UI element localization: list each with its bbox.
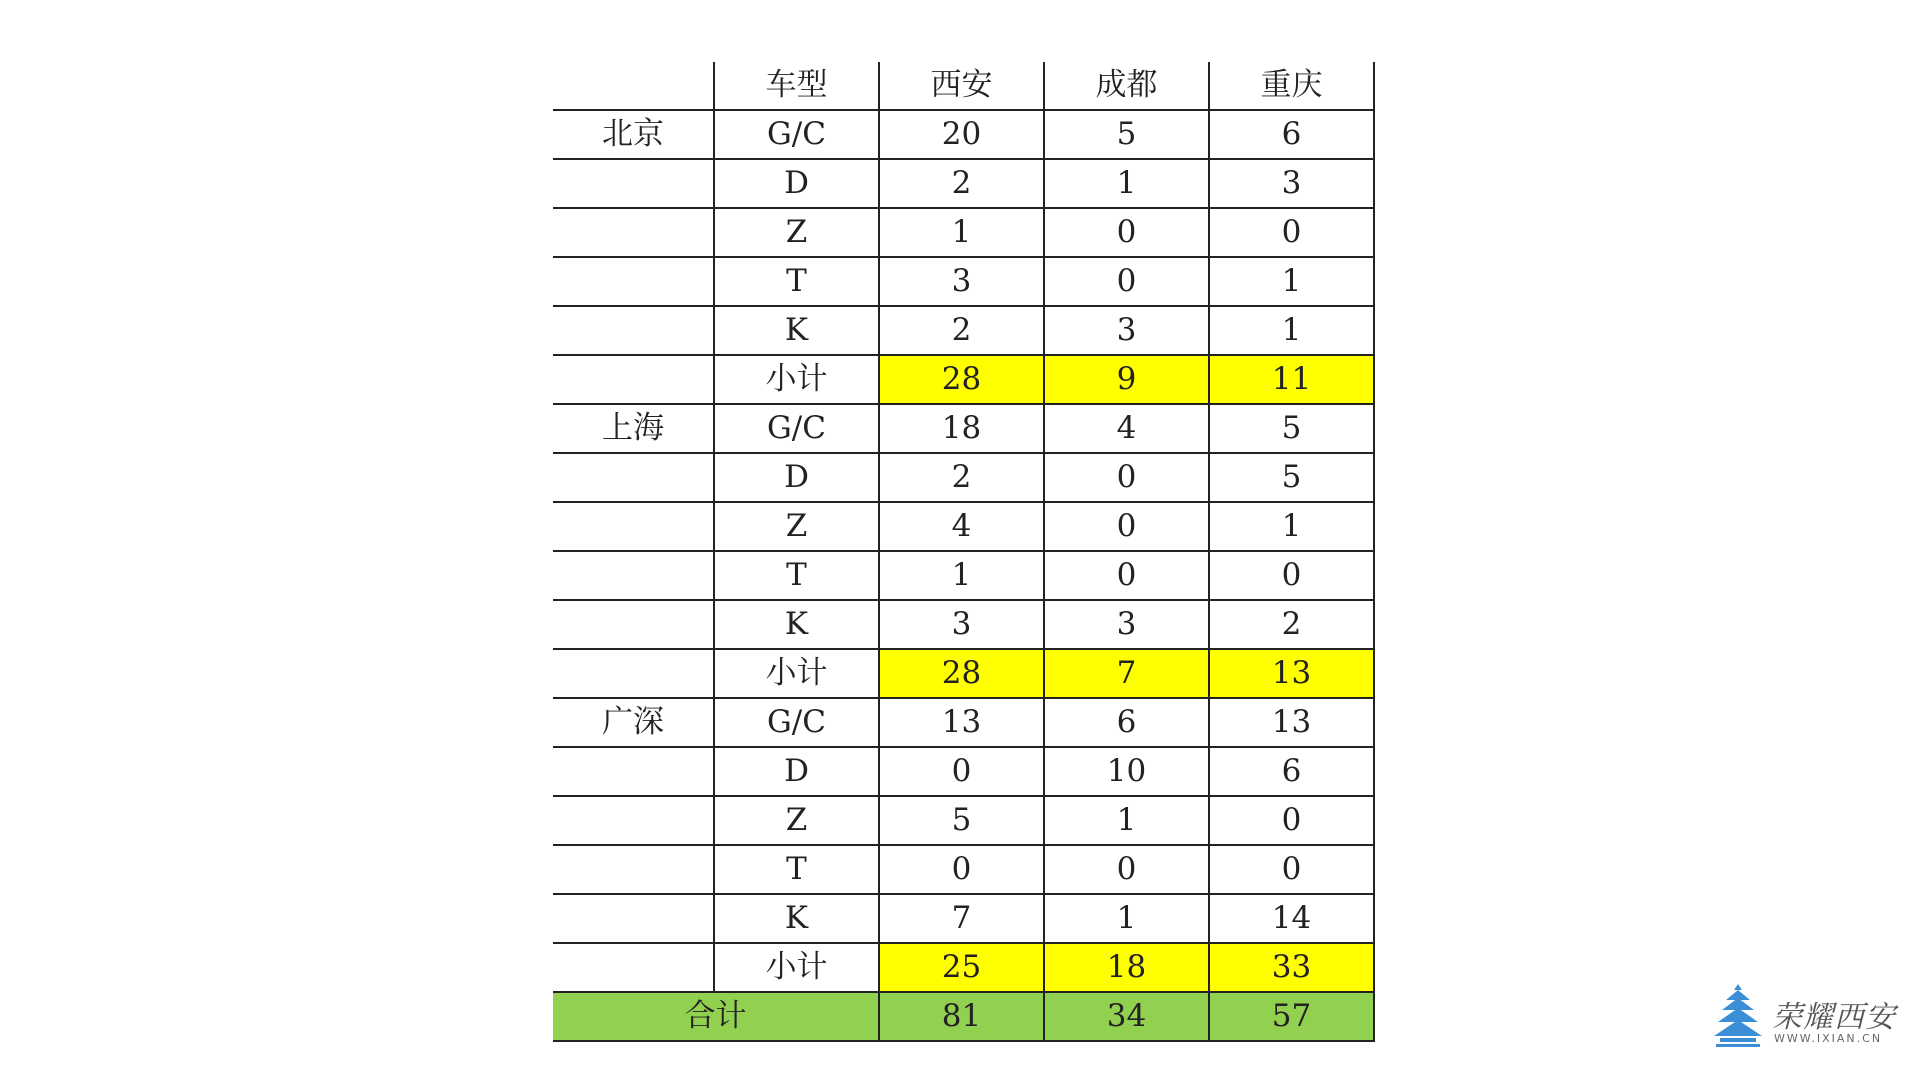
value-cell-xian: 5 [879, 796, 1044, 845]
region-cell [553, 355, 714, 404]
train-type-cell: K [714, 894, 879, 943]
value-cell-xian: 2 [879, 159, 1044, 208]
value-cell-chongqing: 1 [1209, 502, 1374, 551]
train-type-cell: T [714, 845, 879, 894]
value-cell-chongqing: 0 [1209, 845, 1374, 894]
region-cell [553, 649, 714, 698]
train-type-cell: Z [714, 796, 879, 845]
value-cell-chongqing: 1 [1209, 306, 1374, 355]
subtotal-value-xian: 28 [879, 649, 1044, 698]
subtotal-value-chengdu: 7 [1044, 649, 1209, 698]
value-cell-chengdu: 0 [1044, 502, 1209, 551]
table-row [553, 845, 1374, 894]
subtotal-row [553, 355, 1374, 404]
value-cell-chengdu: 3 [1044, 600, 1209, 649]
table-row [553, 306, 1374, 355]
value-cell-chongqing: 14 [1209, 894, 1374, 943]
table-row [553, 551, 1374, 600]
total-value-xian: 81 [879, 992, 1044, 1041]
table-row [553, 453, 1374, 502]
header-row [553, 62, 1374, 110]
subtotal-value-chongqing: 33 [1209, 943, 1374, 992]
table-row [553, 502, 1374, 551]
value-cell-xian: 0 [879, 845, 1044, 894]
value-cell-xian: 1 [879, 208, 1044, 257]
value-cell-chongqing: 3 [1209, 159, 1374, 208]
subtotal-value-xian: 28 [879, 355, 1044, 404]
region-cell [553, 159, 714, 208]
traffic-table-container [553, 62, 1375, 1042]
subtotal-label-cell: 小计 [714, 943, 879, 992]
logo-name: 荣耀西安 [1772, 1000, 1896, 1035]
value-cell-chengdu: 0 [1044, 845, 1209, 894]
value-cell-chengdu: 0 [1044, 551, 1209, 600]
table-row [553, 747, 1374, 796]
region-cell: 北京 [553, 110, 714, 159]
train-type-cell: K [714, 306, 879, 355]
train-type-cell: G/C [714, 110, 879, 159]
value-cell-chongqing: 0 [1209, 551, 1374, 600]
value-cell-chongqing: 6 [1209, 747, 1374, 796]
value-cell-chengdu: 0 [1044, 208, 1209, 257]
train-type-cell: G/C [714, 404, 879, 453]
value-cell-chongqing: 13 [1209, 698, 1374, 747]
table-row [553, 894, 1374, 943]
region-cell [553, 306, 714, 355]
train-type-cell: T [714, 551, 879, 600]
header-region-cell [553, 62, 714, 110]
region-cell [553, 894, 714, 943]
value-cell-chengdu: 5 [1044, 110, 1209, 159]
value-cell-chengdu: 3 [1044, 306, 1209, 355]
table-body [553, 62, 1374, 1041]
pagoda-logo-icon [1714, 982, 1762, 1048]
value-cell-chongqing: 6 [1209, 110, 1374, 159]
train-type-cell: G/C [714, 698, 879, 747]
value-cell-xian: 20 [879, 110, 1044, 159]
table-row [553, 796, 1374, 845]
value-cell-xian: 4 [879, 502, 1044, 551]
subtotal-row [553, 943, 1374, 992]
subtotal-value-chongqing: 11 [1209, 355, 1374, 404]
total-row [553, 992, 1374, 1041]
value-cell-chengdu: 0 [1044, 257, 1209, 306]
subtotal-value-chongqing: 13 [1209, 649, 1374, 698]
region-cell [553, 845, 714, 894]
total-value-chongqing: 57 [1209, 992, 1374, 1041]
value-cell-xian: 18 [879, 404, 1044, 453]
value-cell-xian: 13 [879, 698, 1044, 747]
value-cell-xian: 7 [879, 894, 1044, 943]
train-type-cell: D [714, 747, 879, 796]
subtotal-value-chengdu: 9 [1044, 355, 1209, 404]
value-cell-xian: 2 [879, 453, 1044, 502]
table-row [553, 600, 1374, 649]
table-row [553, 698, 1374, 747]
header-city-chongqing: 重庆 [1209, 62, 1374, 110]
value-cell-xian: 3 [879, 257, 1044, 306]
train-type-cell: D [714, 159, 879, 208]
train-type-cell: K [714, 600, 879, 649]
table-row [553, 159, 1374, 208]
region-cell [553, 747, 714, 796]
region-cell [553, 502, 714, 551]
site-logo [1714, 982, 1904, 1052]
value-cell-chongqing: 5 [1209, 404, 1374, 453]
total-label-cell: 合计 [553, 992, 879, 1041]
value-cell-chongqing: 5 [1209, 453, 1374, 502]
region-cell [553, 453, 714, 502]
header-city-xian: 西安 [879, 62, 1044, 110]
value-cell-chongqing: 0 [1209, 796, 1374, 845]
value-cell-chengdu: 4 [1044, 404, 1209, 453]
train-count-table [553, 62, 1375, 1042]
total-value-chengdu: 34 [1044, 992, 1209, 1041]
value-cell-chengdu: 10 [1044, 747, 1209, 796]
value-cell-chongqing: 1 [1209, 257, 1374, 306]
value-cell-chongqing: 0 [1209, 208, 1374, 257]
region-cell [553, 943, 714, 992]
value-cell-xian: 0 [879, 747, 1044, 796]
table-row [553, 110, 1374, 159]
region-cell: 上海 [553, 404, 714, 453]
value-cell-chongqing: 2 [1209, 600, 1374, 649]
subtotal-row [553, 649, 1374, 698]
value-cell-chengdu: 0 [1044, 453, 1209, 502]
subtotal-value-chengdu: 18 [1044, 943, 1209, 992]
subtotal-label-cell: 小计 [714, 649, 879, 698]
subtotal-value-xian: 25 [879, 943, 1044, 992]
region-cell [553, 796, 714, 845]
value-cell-xian: 1 [879, 551, 1044, 600]
header-type-cell: 车型 [714, 62, 879, 110]
value-cell-xian: 3 [879, 600, 1044, 649]
table-row [553, 404, 1374, 453]
value-cell-chengdu: 1 [1044, 159, 1209, 208]
value-cell-chengdu: 1 [1044, 796, 1209, 845]
table-row [553, 257, 1374, 306]
value-cell-chengdu: 6 [1044, 698, 1209, 747]
train-type-cell: T [714, 257, 879, 306]
region-cell: 广深 [553, 698, 714, 747]
train-type-cell: Z [714, 208, 879, 257]
region-cell [553, 600, 714, 649]
table-row [553, 208, 1374, 257]
region-cell [553, 551, 714, 600]
train-type-cell: D [714, 453, 879, 502]
logo-url: WWW.IXIAN.CN [1774, 1032, 1883, 1045]
value-cell-chengdu: 1 [1044, 894, 1209, 943]
value-cell-xian: 2 [879, 306, 1044, 355]
region-cell [553, 257, 714, 306]
header-city-chengdu: 成都 [1044, 62, 1209, 110]
train-type-cell: Z [714, 502, 879, 551]
region-cell [553, 208, 714, 257]
subtotal-label-cell: 小计 [714, 355, 879, 404]
